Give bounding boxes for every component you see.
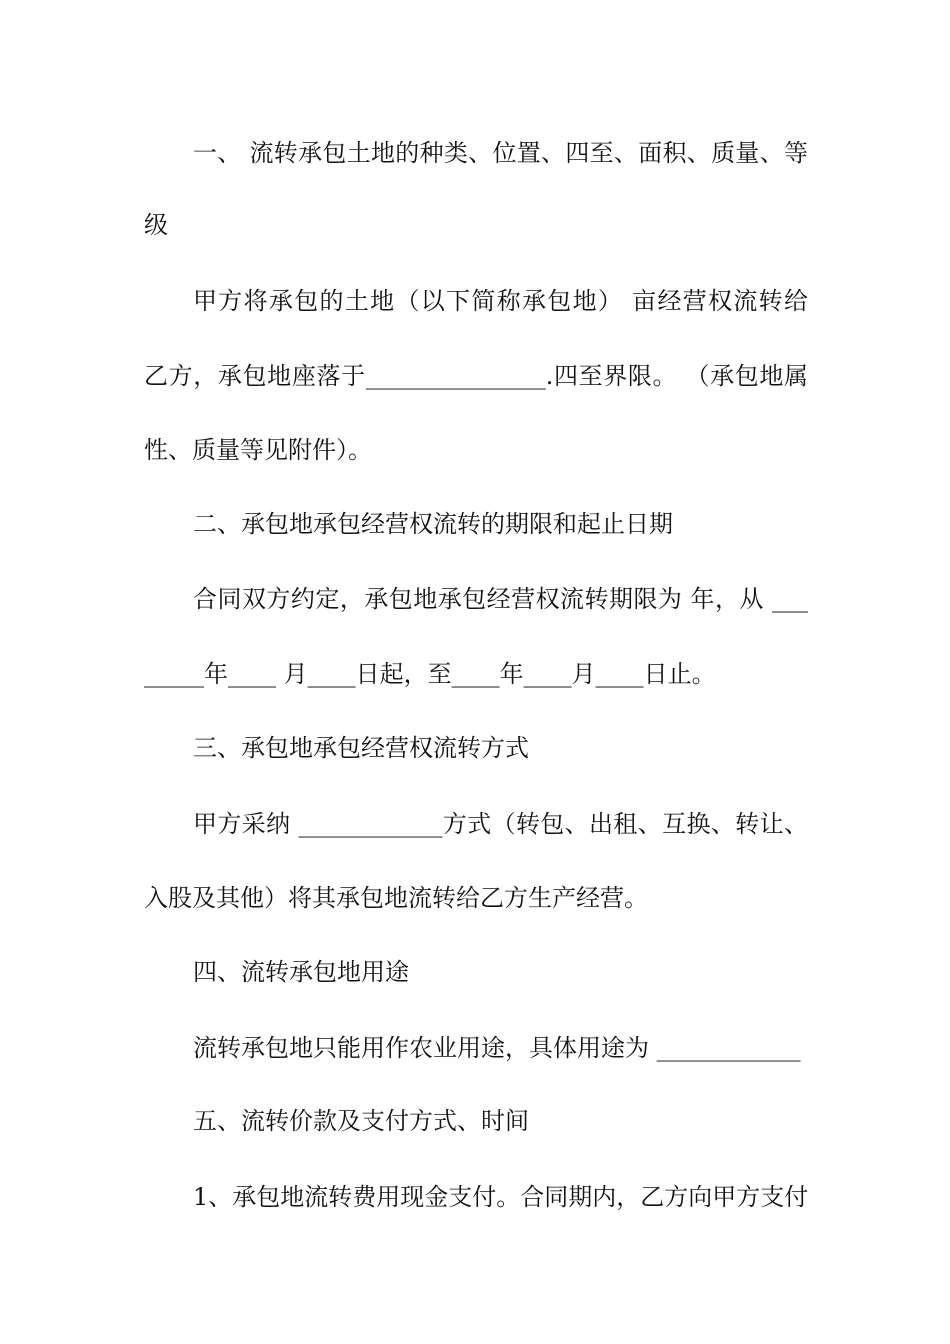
- paragraph-line: 1、承包地流转费用现金支付。合同期内，乙方向甲方支付: [193, 1183, 808, 1211]
- section-heading-four: 四、流转承包地用途: [193, 958, 409, 986]
- paragraph-line: 乙方，承包地座落于_______________.四至界限。 （承包地属: [144, 362, 808, 390]
- paragraph-line: 性、质量等见附件）。: [144, 436, 372, 464]
- paragraph-line: 甲方采纳 ____________方式（转包、出租、互换、转让、: [193, 810, 808, 838]
- section-heading-two: 二、承包地承包经营权流转的期限和起止日期: [193, 510, 673, 538]
- paragraph-line: 甲方将承包的土地（以下简称承包地） 亩经营权流转给: [193, 287, 808, 315]
- section-heading-five: 五、流转价款及支付方式、时间: [193, 1107, 529, 1135]
- paragraph-line: 级: [144, 211, 168, 239]
- section-heading-one: 一、 流转承包土地的种类、位置、四至、面积、质量、等: [193, 139, 808, 167]
- paragraph-line: 合同双方约定，承包地承包经营权流转期限为 年，从 ___: [193, 585, 808, 613]
- section-heading-three: 三、承包地承包经营权流转方式: [193, 734, 529, 762]
- paragraph-line: 入股及其他）将其承包地流转给乙方生产经营。: [144, 884, 648, 912]
- paragraph-line: 流转承包地只能用作农业用途，具体用途为 ____________: [193, 1034, 801, 1062]
- paragraph-line: _____年____ 月____日起，至____年____月____日止。: [144, 660, 716, 688]
